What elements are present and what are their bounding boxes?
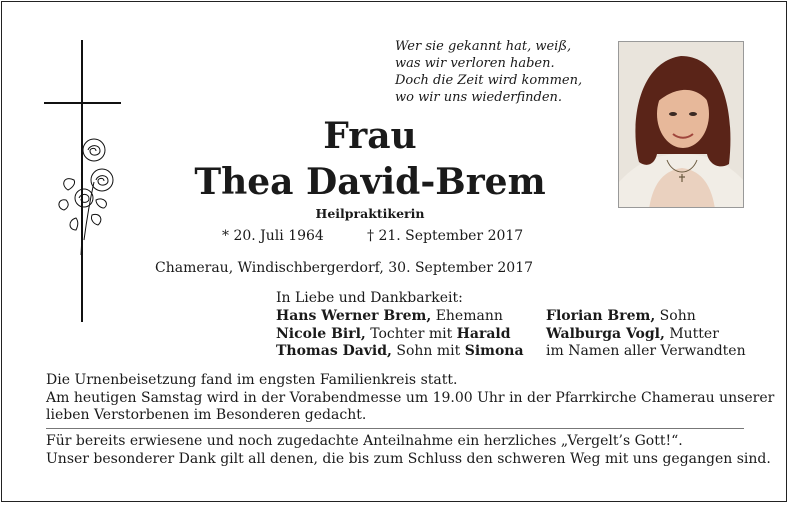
mourners-right-column: [546, 308, 746, 361]
mourner-relation: Ehemann: [431, 308, 503, 324]
mourners-left-column: [276, 308, 524, 361]
mourners-intro: In Liebe und Dankbarkeit:: [276, 290, 463, 306]
poem-line: was wir verloren haben.: [395, 56, 555, 71]
mourner-relation: im Namen aller Verwandten: [546, 343, 746, 359]
mourner-name: Thomas David,: [276, 343, 392, 359]
mourner-partner: Harald: [456, 325, 511, 342]
mourner-entry: [276, 308, 524, 326]
mourner-relation: Sohn mit: [391, 343, 465, 359]
place-and-date: Chamerau, Windischbergerdorf, 30. September 2017: [155, 260, 534, 276]
mourner-entry: [276, 326, 524, 344]
divider: [46, 428, 744, 429]
death-date: † 21. September 2017: [367, 228, 524, 244]
mourner-entry: [546, 343, 746, 361]
mourner-partner: Simona: [464, 343, 524, 359]
deceased-name: Thea David-Brem: [194, 161, 546, 203]
profession: Heilpraktikerin: [315, 206, 425, 221]
funeral-line: Die Urnenbeisetzung fand im engsten Familienkreis statt.: [46, 372, 458, 388]
birth-date: * 20. Juli 1964: [222, 228, 324, 244]
funeral-notice: [46, 372, 775, 425]
thanks-line: Für bereits erwiesene und noch zugedachte Anteilnahme ein herzliches „Vergelt’s Gott!“.: [46, 433, 683, 449]
thanks-line: Unser besonderer Dank gilt all denen, die bis zum Schluss den schweren Weg mit uns gegangen sind.: [46, 450, 771, 467]
salutation: Frau: [323, 115, 417, 157]
funeral-line: Am heutigen Samstag wird in der Vorabendmesse um 19.00 Uhr in der Pfarrkirche Chamerau unserer: [46, 389, 775, 406]
poem: [395, 38, 610, 106]
portrait-photo: [618, 41, 744, 208]
poem-line: wo wir uns wiederfinden.: [395, 90, 563, 105]
mourner-relation: Tochter mit: [365, 325, 457, 342]
funeral-line: lieben Verstorbenen im Besonderen gedacht.: [46, 407, 367, 423]
mourner-entry: [276, 343, 524, 361]
mourner-relation: Sohn: [655, 308, 696, 324]
mourner-name: Hans Werner Brem,: [276, 308, 432, 324]
thanks-notice: [46, 433, 771, 468]
poem-line: Wer sie gekannt hat, weiß,: [395, 39, 572, 54]
mourner-entry: [546, 326, 746, 344]
mourner-name: Nicole Birl,: [276, 325, 366, 342]
cross-with-roses-icon: [44, 40, 122, 322]
mourner-name: Florian Brem,: [546, 308, 656, 324]
mourner-name: Walburga Vogl,: [546, 325, 665, 342]
poem-line: Doch die Zeit wird kommen,: [395, 73, 583, 88]
mourner-entry: [546, 308, 746, 326]
mourner-relation: Mutter: [664, 325, 719, 342]
